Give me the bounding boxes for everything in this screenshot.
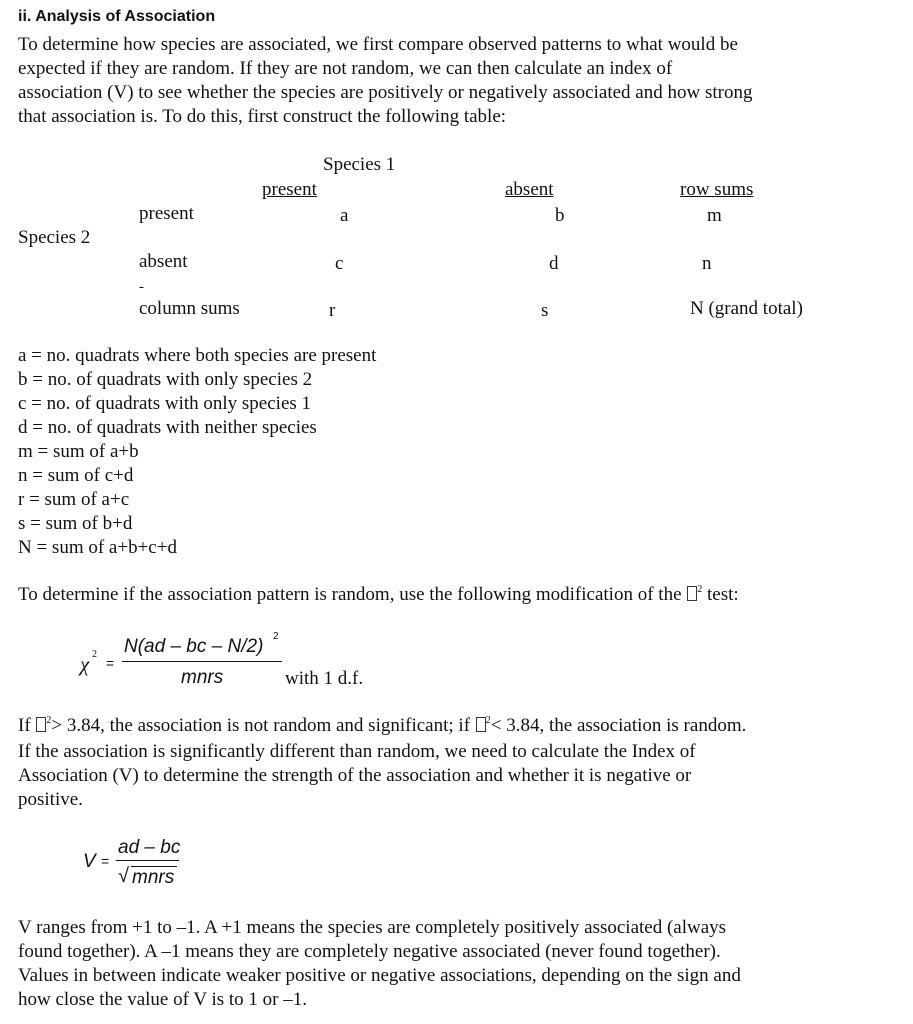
cell-r: r (329, 300, 336, 321)
cell-d: d (549, 253, 559, 274)
cell-grand-total: N (grand total) (690, 298, 803, 319)
cell-n: n (702, 253, 712, 274)
definition-line: a = no. quadrats where both species are present (18, 345, 377, 366)
square-root-icon: √ (118, 865, 129, 887)
chi-exponent: 2 (92, 649, 97, 660)
sig-if: If (18, 715, 31, 736)
header-present: present (262, 179, 317, 200)
significance-line (18, 716, 746, 735)
chi-denominator: mnrs (181, 667, 224, 688)
missing-glyph-icon (36, 717, 46, 732)
cell-s: s (541, 300, 549, 321)
definition-line: m = sum of a+b (18, 441, 139, 462)
header-row-sums: row sums (680, 179, 754, 200)
row-label-absent: absent (139, 251, 188, 272)
cell-c: c (335, 253, 344, 274)
intro-paragraph (18, 33, 752, 129)
v-range-line: found together). A –1 means they are completely negative associated (never found together). (18, 941, 721, 962)
definition-line: r = sum of a+c (18, 489, 130, 510)
definition-line: n = sum of c+d (18, 465, 134, 486)
row-label-column-sums: column sums (139, 298, 240, 319)
intro-line: expected if they are random. If they are not random, we can then calculate an index of (18, 58, 673, 79)
association-line: positive. (18, 789, 83, 810)
association-line: If the association is significantly different than random, we need to calculate the Index of (18, 741, 696, 762)
v-range-line: how close the value of V is to 1 or –1. (18, 989, 308, 1010)
intro-line: To determine how species are associated, we first compare observed patterns to what would be (18, 34, 738, 55)
v-range-line: V ranges from +1 to –1. A +1 means the species are completely positively associated (always (18, 917, 727, 938)
sig-greater: > 3.84, the association is not random and significant; if (51, 715, 471, 736)
missing-glyph-icon (476, 717, 486, 732)
definitions-list (18, 344, 376, 560)
definition-line: d = no. of quadrats with neither species (18, 417, 317, 438)
v-symbol: V (83, 851, 96, 872)
definition-line: N = sum of a+b+c+d (18, 537, 177, 558)
row-label-present: present (139, 203, 194, 224)
chi-numerator: N(ad – bc – N/2) (124, 636, 264, 657)
cell-b: b (555, 205, 565, 226)
stray-mark: - (139, 279, 144, 295)
chi-intro-line (18, 585, 739, 604)
intro-line: association (V) to see whether the species are positively or negatively associated and how strong (18, 82, 753, 103)
degrees-of-freedom: with 1 d.f. (285, 668, 364, 689)
header-absent: absent (505, 179, 554, 200)
superscript-2: 2 (485, 715, 491, 726)
chi-numerator-exponent: 2 (273, 631, 279, 642)
v-fraction-bar (116, 860, 179, 861)
sig-less: < 3.84, the association is random. (490, 715, 747, 736)
association-paragraph (18, 740, 696, 812)
intro-line: that association is. To do this, first construct the following table: (18, 106, 507, 127)
species1-label: Species 1 (323, 154, 396, 175)
definition-line: c = no. of quadrats with only species 1 (18, 393, 312, 414)
section-heading: ii. Analysis of Association (18, 8, 216, 25)
superscript-2: 2 (46, 715, 52, 726)
v-range-paragraph (18, 916, 741, 1012)
chi-fraction-bar (122, 661, 282, 662)
v-numerator: ad – bc (118, 837, 181, 858)
chi-symbol: χ (80, 652, 90, 676)
missing-glyph-icon (687, 586, 697, 601)
v-denominator: mnrs (132, 867, 175, 888)
v-range-line: Values in between indicate weaker positive or negative associations, depending on the sign and (18, 965, 741, 986)
chi-intro-end: test: (707, 584, 739, 605)
chi-equals: = (106, 655, 115, 671)
cell-m: m (707, 205, 722, 226)
chi-intro-text: To determine if the association pattern is random, use the following modification of the (18, 584, 682, 605)
species2-label: Species 2 (18, 227, 91, 248)
definition-line: s = sum of b+d (18, 513, 133, 534)
definition-line: b = no. of quadrats with only species 2 (18, 369, 313, 390)
v-equals: = (101, 853, 110, 869)
cell-a: a (340, 205, 349, 226)
association-line: Association (V) to determine the strength of the association and whether it is negative or (18, 765, 692, 786)
superscript-2: 2 (697, 584, 703, 595)
